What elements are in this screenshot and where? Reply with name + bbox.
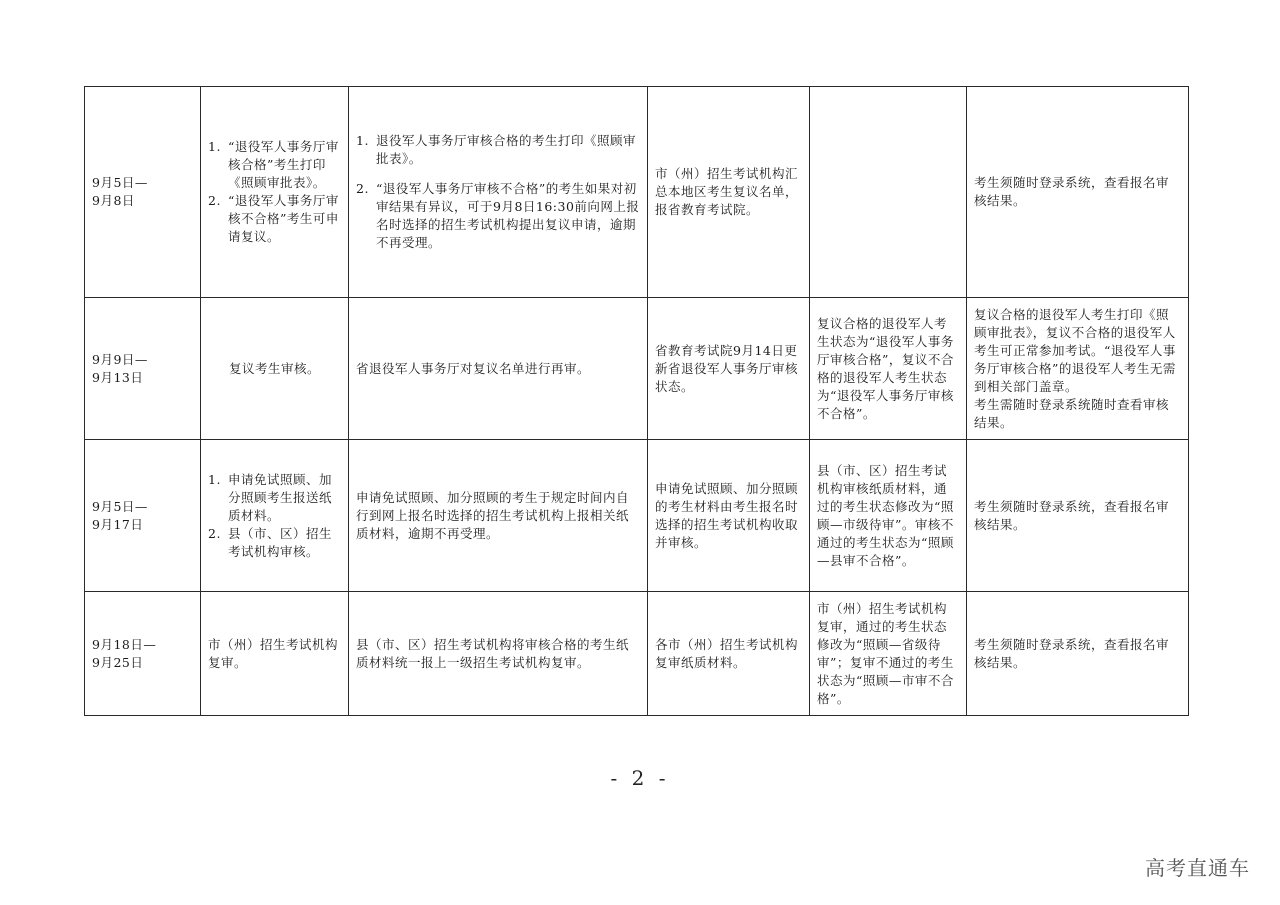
table-row [85,298,1189,440]
schedule-table [84,86,1189,716]
date-cell [85,298,201,440]
table-row [85,592,1189,716]
county-office-cell: 县（市、区）招生考试机构审核纸质材料，通过的考生状态修改为“照顾—市级待审”。审核不通过的考生状态为“照顾—县审不合格”。 [810,440,967,592]
veterans-office-cell [349,87,648,298]
item-text: 县（市、区）招生考试机构审核。 [228,525,333,559]
exam-institute-cell: 省教育考试院9月14日更新省退役军人事务厅审核状态。 [648,298,810,440]
date-start: 9月5日— [92,175,148,190]
veterans-office-cell: 省退役军人事务厅对复议名单进行再审。 [349,298,648,440]
item-number: 1. [356,133,369,148]
notes-paragraph: 考生需随时登录系统随时查看审核结果。 [974,396,1170,430]
date-end: 9月25日 [92,654,144,670]
item-number: 2. [208,525,221,541]
list-item [208,525,341,561]
list-item [356,180,640,252]
page-number: - 2 - [610,766,670,790]
item-text: “退役军人事务厅审核不合格”的考生如果对初审结果有异议，可于9月8日16:30前向网上报名时选择的招生考试机构提出复议申请，逾期不再受理。 [376,181,640,250]
exam-institute-cell: 各市（州）招生考试机构复审纸质材料。 [648,592,810,716]
list-item [356,132,640,168]
item-number: 2. [208,193,221,208]
county-office-cell: 复议合格的退役军人考生状态为“退役军人事务厅审核合格”，复议不合格的退役军人考生状态为“退役军人事务厅审核不合格”。 [810,298,967,440]
date-start: 9月5日— [92,498,148,514]
item-text: 退役军人事务厅审核合格的考生打印《照顾审批表》。 [376,133,637,166]
notes-cell: 考生须随时登录系统，查看报名审核结果。 [967,592,1189,716]
date-cell [85,440,201,592]
candidate-cell [201,440,349,592]
item-text: 申请免试照顾、加分照顾考生报送纸质材料。 [228,471,333,523]
date-start: 9月9日— [92,351,148,367]
notes-cell [967,298,1189,440]
date-end: 9月17日 [92,516,144,532]
date-cell [85,592,201,716]
list-item [208,138,341,192]
veterans-office-cell: 县（市、区）招生考试机构将审核合格的考生纸质材料统一报上一级招生考试机构复审。 [349,592,648,716]
date-end: 9月8日 [92,193,135,208]
item-text: “退役军人事务厅审核合格”考生打印《照顾审批表》。 [228,139,339,190]
exam-institute-cell: 申请免试照顾、加分照顾的考生材料由考生报名时选择的招生考试机构收取并审核。 [648,440,810,592]
county-office-cell: 市（州）招生考试机构复审，通过的考生状态修改为“照顾—省级待审”；复审不通过的考生状态为“照顾—市审不合格”。 [810,592,967,716]
list-item [208,471,341,525]
date-end: 9月13日 [92,369,144,385]
table-row [85,87,1189,298]
date-start: 9月18日— [92,636,157,652]
candidate-list [208,138,341,246]
item-number: 2. [356,181,369,196]
exam-institute-cell: 市（州）招生考试机构汇总本地区考生复议名单，报省教育考试院。 [648,87,810,298]
notes-cell: 考生须随时登录系统，查看报名审核结果。 [967,440,1189,592]
candidate-list [208,471,341,561]
item-number: 1. [208,471,221,487]
date-cell [85,87,201,298]
table-row [85,440,1189,592]
list-item [208,192,341,246]
veterans-office-cell: 申请免试照顾、加分照顾的考生于规定时间内自行到网上报名时选择的招生考试机构上报相关纸质材料，逾期不再受理。 [349,440,648,592]
county-office-cell [810,87,967,298]
candidate-cell: 复议考生审核。 [201,298,349,440]
notes-cell: 考生须随时登录系统，查看报名审核结果。 [967,87,1189,298]
notes-paragraph: 复议合格的退役军人考生打印《照顾审批表》，复议不合格的退役军人考生可正常参加考试。“退役军人事务厅审核合格”的退役军人考生无需到相关部门盖章。 [974,306,1176,394]
item-text: “退役军人事务厅审核不合格”考生可申请复议。 [228,193,339,244]
watermark-logo-text: 高考直通车 [1145,856,1250,880]
veterans-list [356,132,640,252]
candidate-cell: 市（州）招生考试机构复审。 [201,592,349,716]
candidate-cell [201,87,349,298]
item-number: 1. [208,139,221,154]
